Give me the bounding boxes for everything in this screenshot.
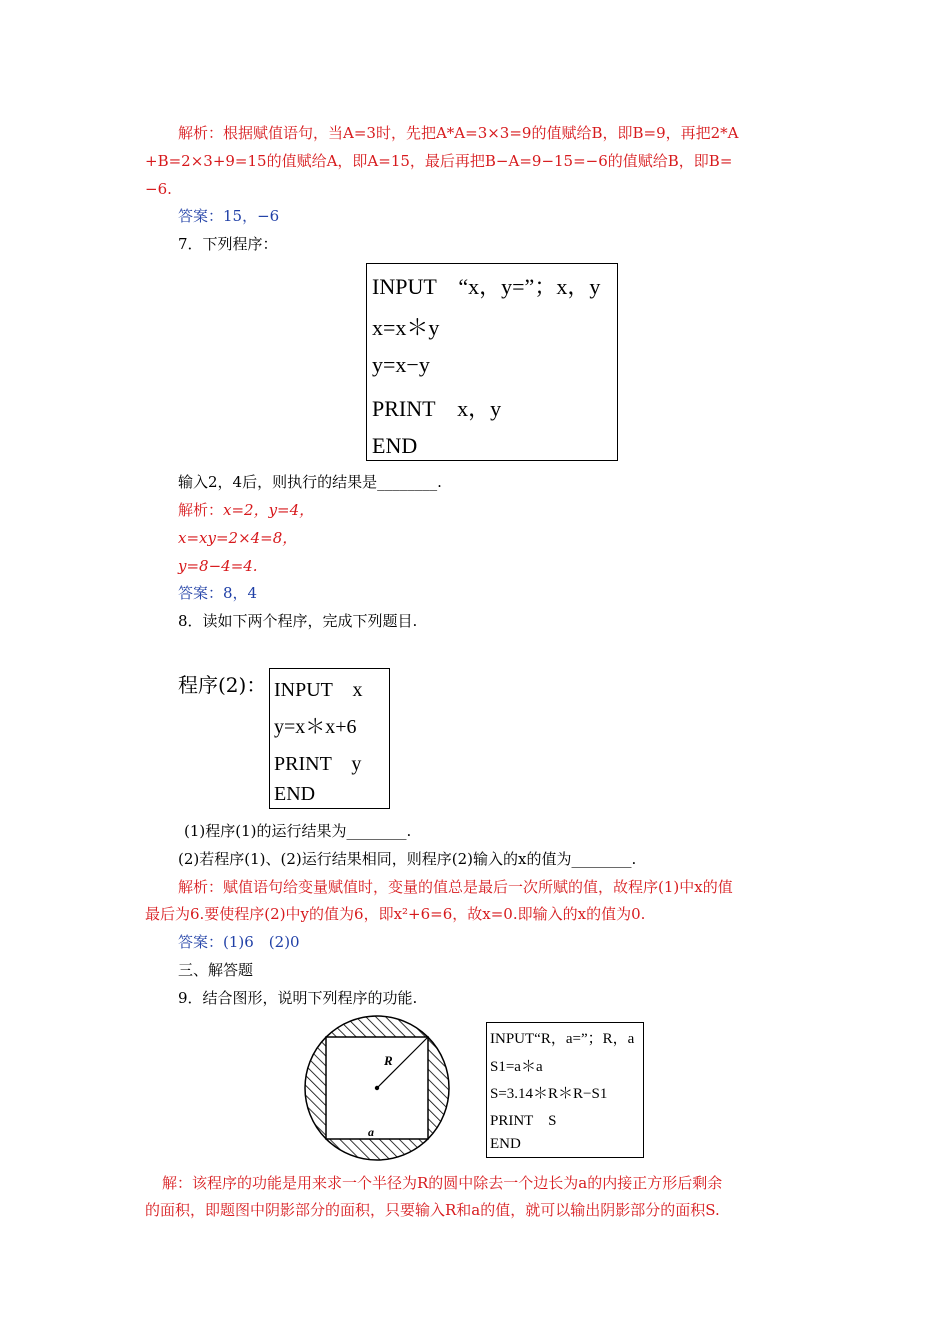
q8-sub2: (2)若程序(1)、(2)运行结果相同，则程序(2)输入的x的值为________. — [178, 850, 637, 868]
q9-code-box — [486, 1022, 644, 1158]
q7-jiexi-line2: x=xy=2×4=8， — [178, 529, 298, 547]
q8-code-line-3: PRINT y — [274, 753, 362, 775]
q7-code-line-1: INPUT “x，y=”；x，y — [372, 274, 601, 299]
q7-code-line-2: x=x＊y — [372, 315, 440, 340]
jiexi-top-line1: 解析：根据赋值语句，当A=3时，先把A*A=3×3=9的值赋给B，即B=9，再把2*A — [178, 124, 739, 142]
q9-code-line-1: INPUT“R，a=”；R，a — [490, 1031, 635, 1047]
q8-program-label: 程序(2)： — [178, 673, 267, 697]
q7-jiexi-line3: y=8−4=4. — [178, 557, 258, 575]
q9-code-line-4: PRINT S — [490, 1113, 557, 1129]
q9-circle-square-figure — [302, 1013, 452, 1163]
q9-solution-line1: 解：该程序的功能是用来求一个半径为R的圆中除去一个边长为a的内接正方形后剩余 — [162, 1174, 723, 1192]
q8-title: 8．读如下两个程序，完成下列题目. — [178, 612, 418, 630]
q8-code-box — [269, 668, 390, 809]
q9-code-line-2: S1=a＊a — [490, 1059, 543, 1075]
q7-jiexi-line1: 解析：x=2，y=4， — [178, 501, 315, 519]
jiexi-top-line3: −6. — [145, 180, 172, 198]
q7-title: 7．下列程序： — [178, 235, 278, 253]
label-a: a — [368, 1125, 374, 1139]
q7-code-line-3: y=x−y — [372, 352, 430, 377]
section3-title: 三、解答题 — [178, 961, 254, 979]
q7-code-line-5: END — [372, 433, 418, 458]
label-r: R — [384, 1053, 393, 1068]
q8-jiexi-line2: 最后为6.要使程序(2)中y的值为6，即x²+6=6，故x=0.即输入的x的值为0. — [145, 905, 646, 923]
q8-code-line-4: END — [274, 783, 316, 805]
q9-title: 9．结合图形，说明下列程序的功能. — [178, 989, 418, 1007]
q7-ask: 输入2，4后，则执行的结果是________. — [178, 473, 442, 491]
jiexi-top-line2: +B=2×3+9=15的值赋给A，即A=15，最后再把B−A=9−15=−6的值赋给B，即B= — [145, 152, 733, 170]
q9-code-line-3: S=3.14＊R＊R−S1 — [490, 1086, 608, 1102]
q7-answer: 答案：8，4 — [178, 584, 258, 602]
q7-code-line-4: PRINT x，y — [372, 396, 502, 421]
answer-top: 答案：15，−6 — [178, 207, 280, 225]
q8-answer: 答案：(1)6 (2)0 — [178, 933, 300, 951]
q9-solution-line2: 的面积，即题图中阴影部分的面积，只要输入R和a的值，就可以输出阴影部分的面积S. — [145, 1201, 720, 1219]
q8-code-line-2: y=x＊x+6 — [274, 716, 357, 738]
q9-code-line-5: END — [490, 1136, 521, 1152]
q8-sub1: (1)程序(1)的运行结果为________. — [184, 822, 412, 840]
q8-jiexi-line1: 解析：赋值语句给变量赋值时，变量的值总是最后一次所赋的值，故程序(1)中x的值 — [178, 878, 733, 896]
q8-code-line-1: INPUT x — [274, 679, 363, 701]
center-dot — [375, 1086, 379, 1090]
jiexi-label: 解析： — [178, 124, 224, 142]
q7-code-box — [366, 263, 618, 461]
